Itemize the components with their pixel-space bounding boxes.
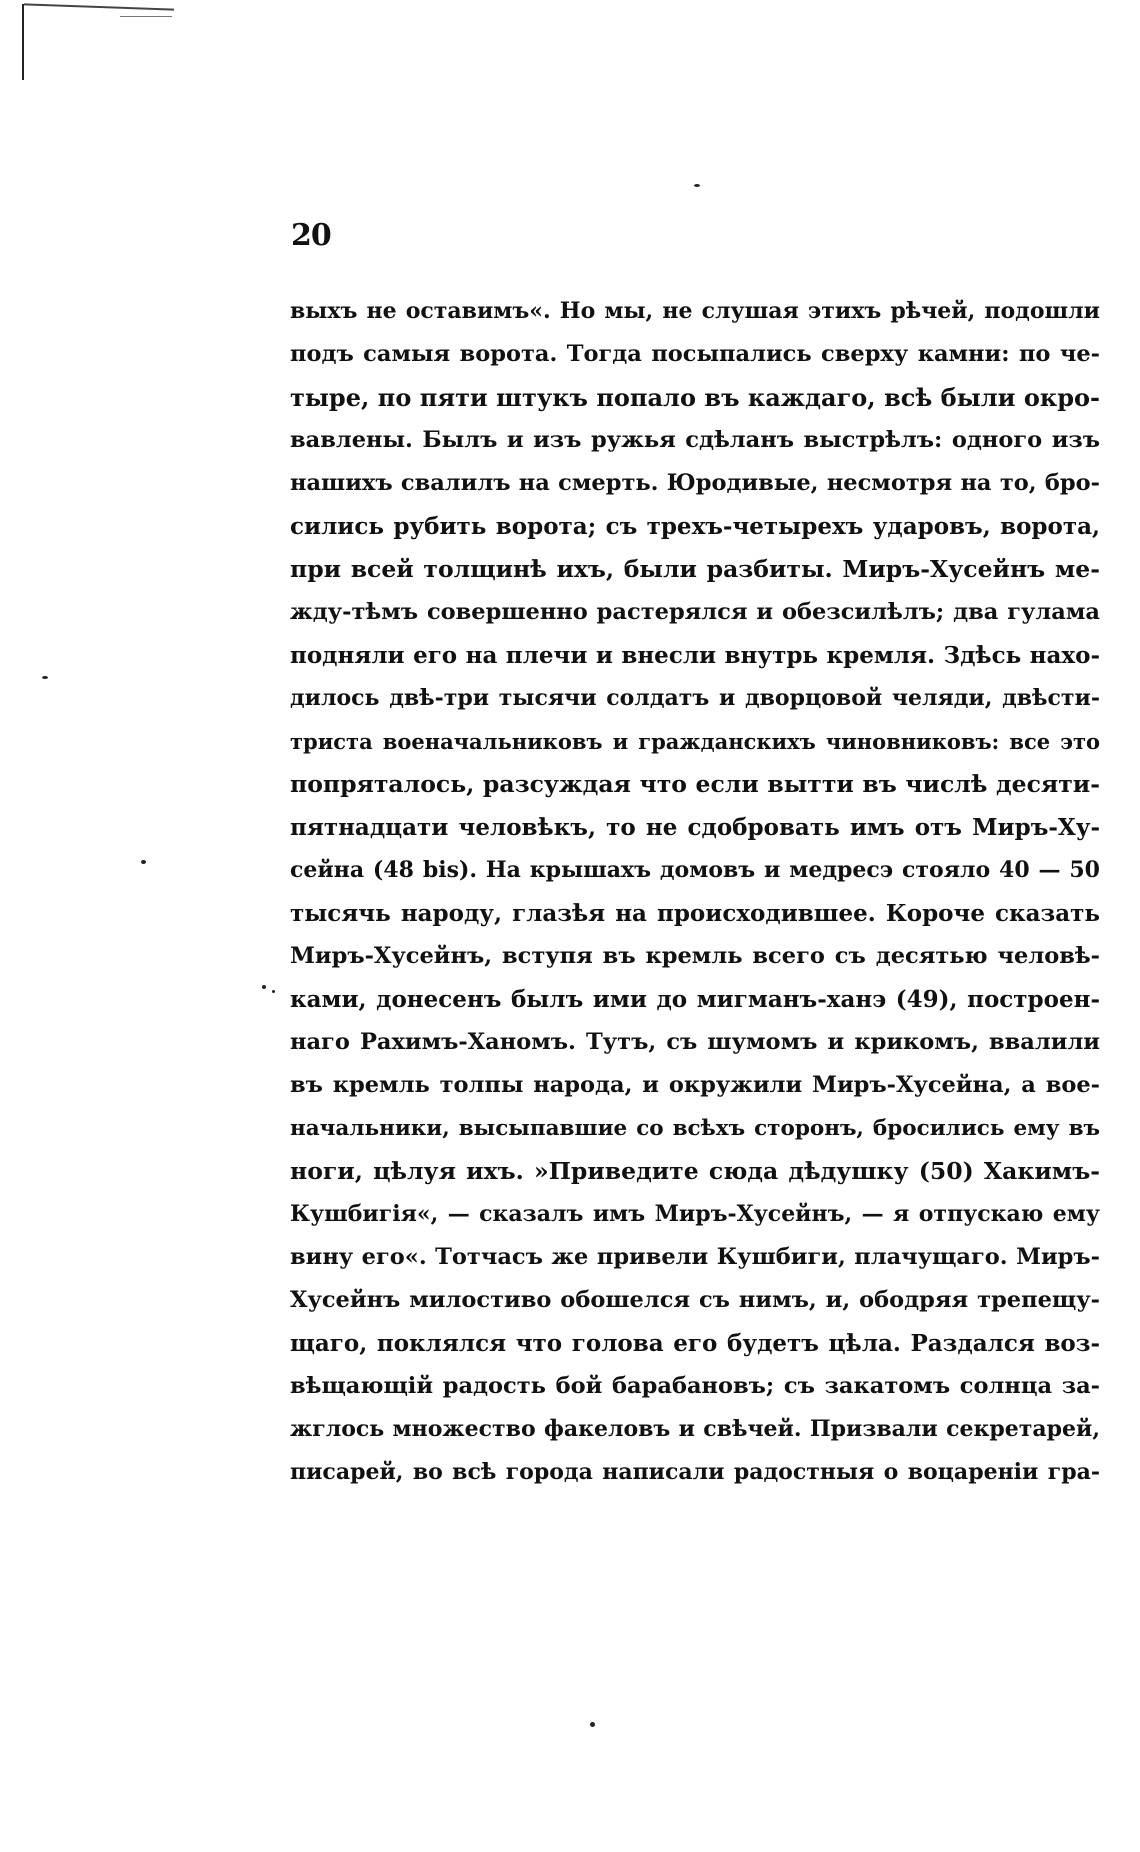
body-text bbox=[290, 290, 1100, 1494]
text-line: вавлены. Былъ и изъ ружья сдѣланъ выстрѣлъ: одного изъ bbox=[290, 427, 1100, 453]
text-line: нашихъ свалилъ на смерть. Юродивые, несмотря на то, бро- bbox=[290, 470, 1100, 496]
text-line: выхъ не оставимъ«. Но мы, не слушая этихъ рѣчей, подошли bbox=[290, 298, 1100, 324]
text-line: сейна (48 bis). На крышахъ домовъ и медресэ стояло 40 — 50 bbox=[290, 857, 1100, 883]
text-line: при всей толщинѣ ихъ, были разбиты. Миръ-Хусейнъ ме- bbox=[290, 555, 1100, 583]
text-line: ноги, цѣлуя ихъ. »Приведите сюда дѣдушку (50) Хакимъ- bbox=[290, 1157, 1100, 1185]
text-line: попряталось, разсуждая что если вытти въ числѣ десяти- bbox=[290, 770, 1100, 798]
scan-speck bbox=[590, 1722, 595, 1727]
page-number: 20 bbox=[291, 218, 331, 253]
text-line: триста военачальниковъ и гражданскихъ чиновниковъ: все это bbox=[290, 729, 1100, 754]
text-line: жглось множество факеловъ и свѣчей. Призвали секретарей, bbox=[290, 1416, 1100, 1442]
text-line: жду-тѣмъ совершенно растерялся и обезсилѣлъ; два гулама bbox=[290, 599, 1100, 625]
text-line: сились рубить ворота; съ трехъ-четырехъ ударовъ, ворота, bbox=[290, 513, 1100, 540]
scan-speck bbox=[694, 184, 700, 187]
text-line: дилось двѣ-три тысячи солдатъ и дворцовой челяди, двѣсти- bbox=[290, 685, 1100, 711]
text-line: писарей, во всѣ города написали радостныя о воцареніи гра- bbox=[290, 1459, 1100, 1485]
scan-speck bbox=[141, 860, 146, 864]
text-line: тысячь народу, глазѣя на происходившее. Короче сказать bbox=[290, 900, 1100, 927]
text-line: Хусейнъ милостиво обошелся съ нимъ, и, ободряя трепещу- bbox=[290, 1287, 1100, 1313]
scan-speck bbox=[272, 990, 275, 993]
text-line: подъ самыя ворота. Тогда посыпались сверху камни: по че- bbox=[290, 341, 1100, 367]
scan-edge-mark bbox=[24, 3, 174, 10]
text-line: пятнадцати человѣкъ, то не сдобровать имъ отъ Миръ-Ху- bbox=[290, 814, 1100, 841]
text-line: начальники, высыпавшие со всѣхъ сторонъ, бросились ему въ bbox=[290, 1116, 1100, 1141]
scan-speck bbox=[262, 985, 266, 989]
scan-speck bbox=[42, 676, 48, 679]
text-line: въ кремль толпы народа, и окружили Миръ-Хусейна, а воe- bbox=[290, 1072, 1100, 1098]
text-line: тыре, по пяти штукъ попало въ каждаго, всѣ были окро- bbox=[290, 383, 1100, 412]
text-line: ками, донесенъ былъ ими до мигманъ-ханэ (49), построен- bbox=[290, 986, 1100, 1013]
text-line: Кушбигія«, — сказалъ имъ Миръ-Хусейнъ, — я отпускаю ему bbox=[290, 1201, 1100, 1227]
text-line: вѣщающій радость бой барабановъ; съ закатомъ солнца за- bbox=[290, 1373, 1100, 1399]
text-line: наго Рахимъ-Ханомъ. Тутъ, съ шумомъ и крикомъ, ввалили bbox=[290, 1029, 1100, 1055]
scan-edge-mark bbox=[120, 16, 172, 17]
text-line: вину его«. Тотчасъ же привели Кушбиги, плачущаго. Миръ- bbox=[290, 1244, 1100, 1270]
text-line: подняли его на плечи и внесли внутрь кремля. Здѣсь нахо- bbox=[290, 642, 1100, 669]
text-line: Миръ-Хусейнъ, вступя въ кремль всего съ десятью человѣ- bbox=[290, 943, 1100, 969]
scan-edge-mark bbox=[22, 4, 24, 80]
text-line: щаго, поклялся что голова его будетъ цѣла. Раздался воз- bbox=[290, 1330, 1100, 1357]
